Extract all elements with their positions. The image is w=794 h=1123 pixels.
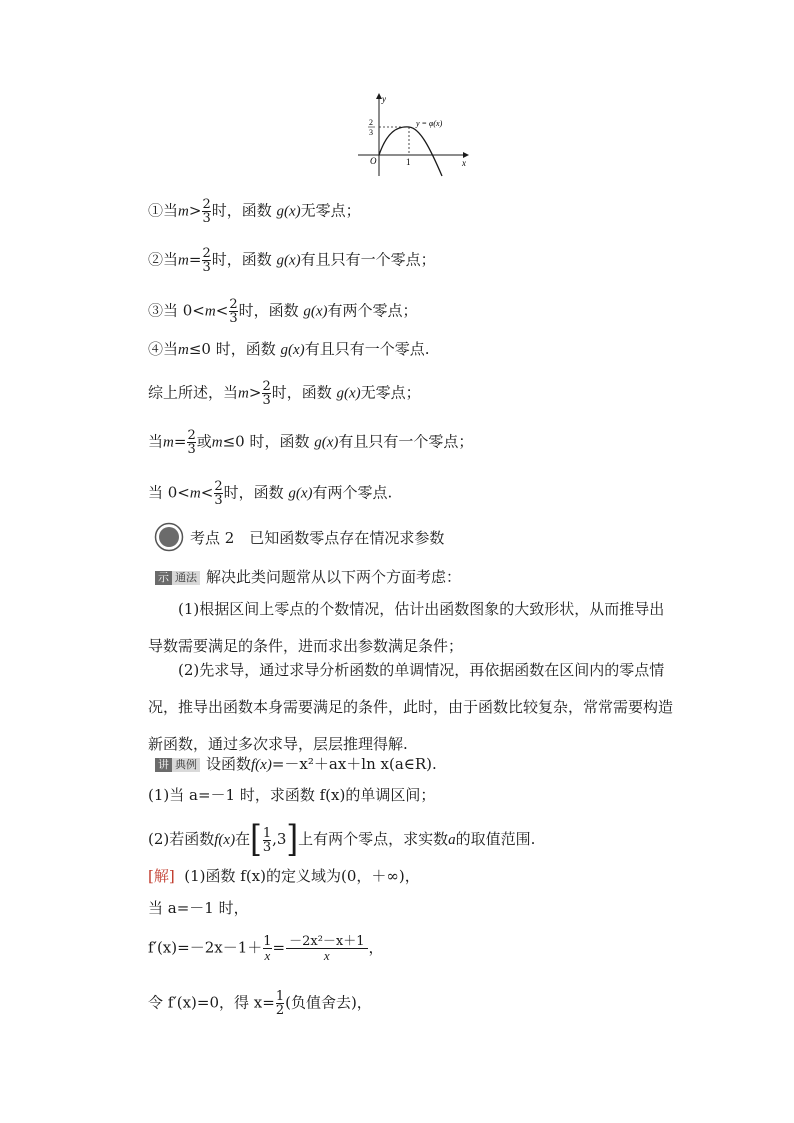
method-intro: 示 通法 解决此类问题常从以下两个方面考虑：	[155, 567, 461, 587]
solution-2: 当 a=－1 时，	[148, 899, 249, 917]
origin-label: O	[370, 156, 377, 166]
section-header	[154, 522, 444, 552]
method-paragraph-2: (2)先求导，通过求导分析函数的单调情况，再依据函数在区间内的零点情况，推导出函数本身需要满足的条件，此时，由于函数比较复杂，常常需要构造新函数，通过多次求导，层层推理得解.	[148, 661, 674, 753]
fraction: $\frac{\text{－2x²－x＋1}}{x}$	[286, 935, 367, 962]
fraction: $\frac{2}{3}$	[202, 246, 211, 275]
method-paragraph-1: (1)根据区间上零点的个数情况，估计出函数图象的大致形状，从而推导出导数需要满足的条件，进而求出参数满足条件；	[148, 600, 665, 655]
solution-tag: [解]	[148, 867, 175, 885]
summary-3: 当 0<m< $\frac{2}{3}$ 时，函数 g(x)有两个零点.	[148, 479, 393, 508]
fraction: $\frac{1}{2}$	[275, 989, 285, 1018]
solution-4: 令 f′(x)=0，得 x= $\frac{1}{2}$ (负值舍去)，	[148, 989, 372, 1018]
x-tick-label: 1	[406, 157, 411, 167]
curve-label: y = φ(x)	[416, 119, 443, 128]
example-stem: 讲 典例 设函数f(x)=－x²＋ax＋ln x(a∈R).	[155, 754, 437, 775]
section-title: 考点 2 已知函数零点存在情况求参数	[190, 528, 445, 547]
section-bullet-icon	[154, 522, 184, 552]
example-tag: 讲	[155, 758, 172, 772]
method-tag-b: 通法	[172, 571, 200, 585]
fraction: $\frac{2}{3}$	[229, 297, 238, 326]
method-tag: 示	[155, 571, 172, 585]
example-q1: (1)当 a=－1 时，求函数 f(x)的单调区间；	[148, 786, 436, 804]
example-tag-b: 典例	[172, 758, 200, 772]
solution-3: f′(x)=－2x－1＋ $\frac{1}{x}$ = $\frac{\text{－2x²－x＋1}}{x}$ ，	[148, 934, 384, 963]
x-axis-label: x	[462, 158, 466, 168]
solution-1: [解] (1)函数 f(x)的定义域为(0，＋∞)，	[148, 867, 420, 885]
function-graph	[352, 90, 476, 180]
fraction: $\frac{2}{3}$	[214, 479, 223, 508]
y-tick-num: 2	[369, 118, 373, 127]
example-q2: (2)若函数f(x)在[ $\frac{1}{3}$ ,3]上有两个零点，求实数a的取值范围.	[148, 818, 536, 861]
case-4: ④当m≤0 时，函数 g(x)有且只有一个零点.	[148, 340, 430, 358]
fraction: $\frac{2}{3}$	[187, 428, 196, 457]
y-axis-label: y	[382, 94, 386, 104]
case-3: ③当 0<m< $\frac{2}{3}$ 时，函数 g(x)有两个零点；	[148, 297, 418, 326]
summary-2: 当m= $\frac{2}{3}$ 或m≤0 时，函数 g(x)有且只有一个零点；	[148, 428, 474, 457]
y-tick-den: 3	[369, 128, 373, 137]
fraction: $\frac{2}{3}$	[202, 197, 211, 226]
case-1: ①当m> $\frac{2}{3}$ 时，函数 g(x)无零点；	[148, 197, 361, 226]
curve-peak	[379, 127, 442, 176]
fraction: $\frac{2}{3}$	[262, 379, 271, 408]
fraction: $\frac{1}{3}$	[262, 825, 272, 855]
fraction: $\frac{1}{x}$	[263, 934, 272, 963]
case-2: ②当m= $\frac{2}{3}$ 时，函数 g(x)有且只有一个零点；	[148, 246, 436, 275]
summary-1: 综上所述，当m> $\frac{2}{3}$ 时，函数 g(x)无零点；	[148, 379, 421, 408]
